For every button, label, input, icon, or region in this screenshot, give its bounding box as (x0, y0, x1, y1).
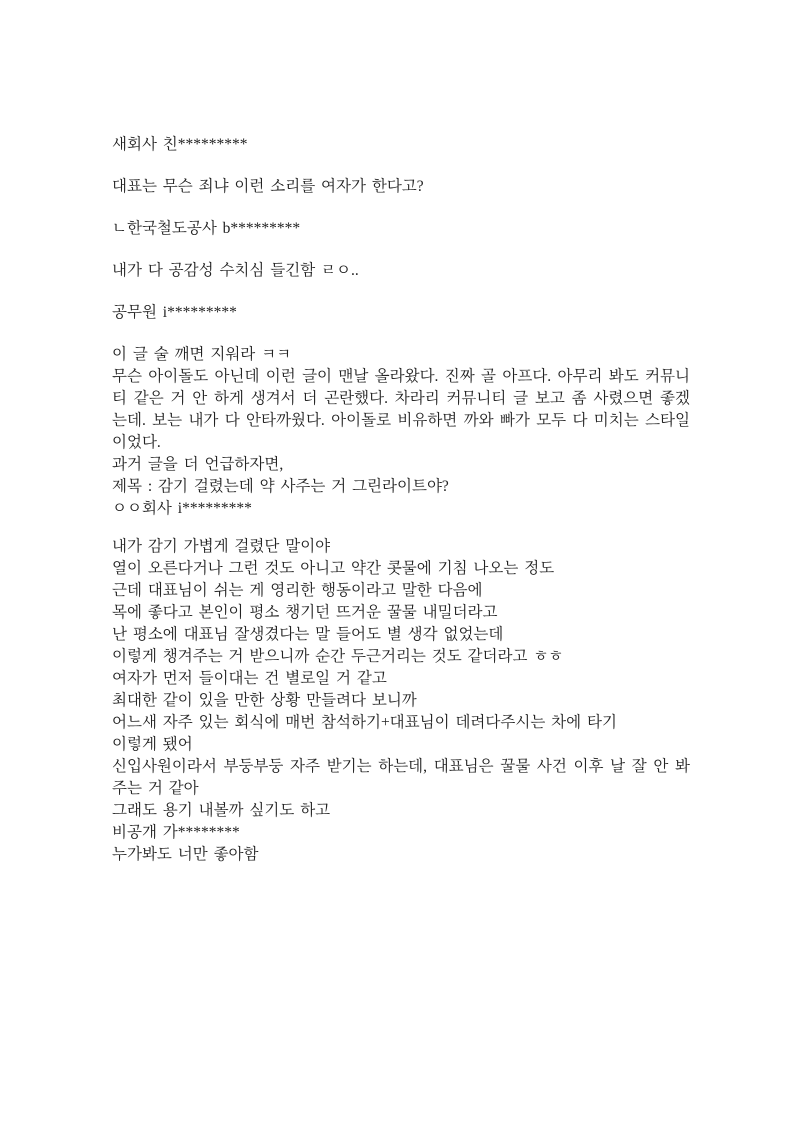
post-body-line: 이렇게 챙겨주는 거 받으니까 순간 두근거리는 것도 같더라고 ㅎㅎ (112, 648, 564, 665)
post-body-line: 그래도 용기 내볼까 싶기도 하고 (112, 802, 331, 819)
transition-line: 과거 글을 더 언급하자면, (112, 456, 284, 473)
final-comment-line: 누가봐도 너만 좋아함 (112, 846, 259, 863)
post-body-line: 여자가 먼저 들이대는 건 별로일 거 같고 (112, 670, 387, 687)
comment-line: 이 글 술 깨면 지워라 ㅋㅋ (112, 346, 292, 363)
community-comments-block (112, 134, 690, 366)
comment-line: 공무원 i********* (112, 304, 237, 321)
comment-line: 새회사 친********* (112, 136, 248, 153)
post-body-line: 신입사원이라서 부둥부둥 자주 받기는 하는데, 대표님은 꿀물 사건 이후 날 잘 안 봐주는 거 같아 (112, 758, 690, 797)
post-body-line: 난 평소에 대표님 잘생겼다는 말 들어도 별 생각 없었는데 (112, 626, 504, 643)
quoted-post-author: ㅇㅇ회사 i********* (112, 500, 252, 517)
quoted-post-body (112, 536, 690, 844)
post-body-line: 어느새 자주 있는 회식에 매번 참석하기+대표님이 데려다주시는 차에 타기 (112, 714, 617, 731)
post-body-line: 목에 좋다고 본인이 평소 챙기던 뜨거운 꿀물 내밀더라고 (112, 604, 498, 621)
post-body-line: 내가 감기 가볍게 걸렸단 말이야 (112, 538, 331, 555)
post-body-line: 열이 오른다거나 그런 것도 아니고 약간 콧물에 기침 나오는 정도 (112, 560, 555, 577)
comment-line: 대표는 무슨 죄냐 이런 소리를 여자가 한다고? (112, 178, 424, 195)
narration-paragraph: 무슨 아이돌도 아닌데 이런 글이 맨날 올라왔다. 진짜 골 아프다. 아무리 봐도 커뮤니티 같은 거 안 하게 생겨서 더 곤란했다. 차라리 커뮤니티 글 보고 좀 사렸으면 좋겠는데. 보는 내가 다 안타까웠다. 아이돌로 비유하면 까와 빠가 모두 다 미치는 스타일이었다. (112, 368, 690, 451)
quoted-post-title: 제목 : 감기 걸렸는데 약 사주는 거 그린라이트야? (112, 478, 449, 495)
comment-line: 내가 다 공감성 수치심 들긴함 ㄹㅇ.. (112, 262, 359, 279)
comment-line: ㄴ한국철도공사 b********* (112, 220, 301, 237)
post-body-line: 근데 대표님이 쉬는 게 영리한 행동이라고 말한 다음에 (112, 582, 483, 599)
post-body-line: 비공개 가******** (112, 824, 240, 841)
post-body-line: 이렇게 됐어 (112, 736, 193, 753)
post-body-line: 최대한 같이 있을 만한 상황 만들려다 보니까 (112, 692, 417, 709)
